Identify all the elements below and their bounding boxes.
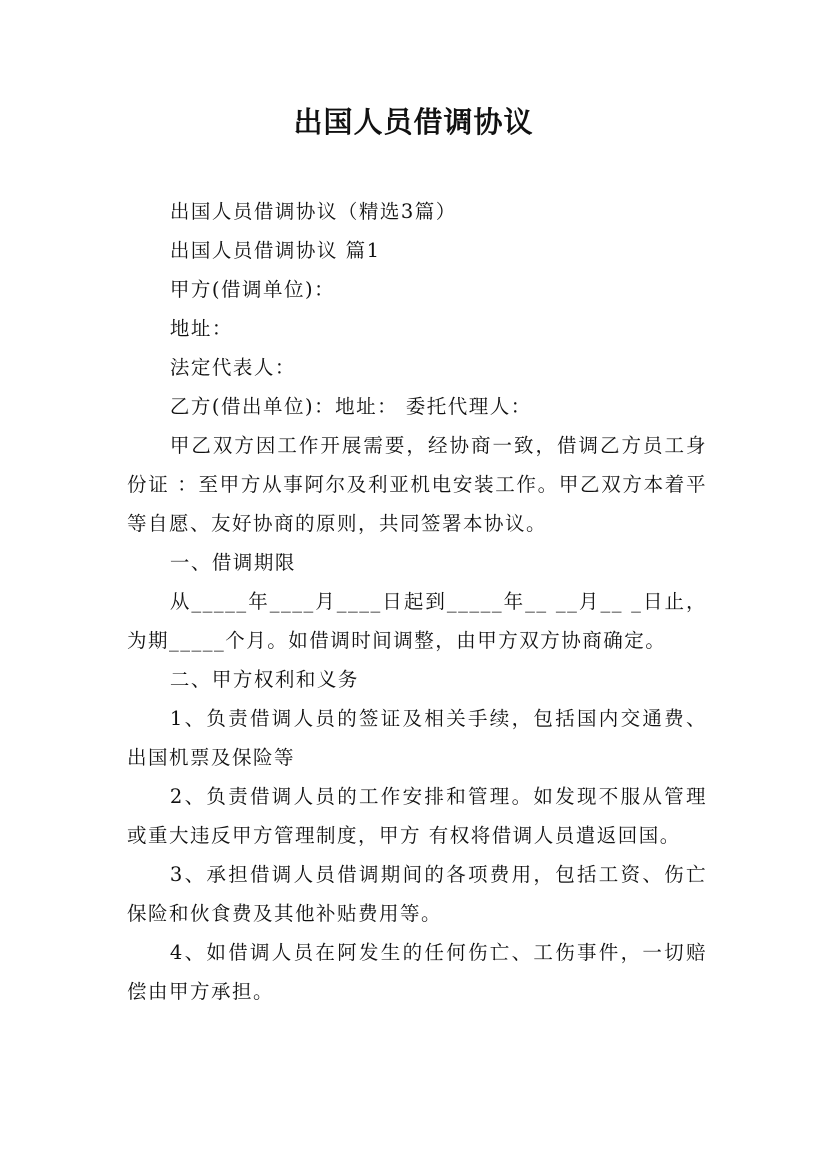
- paragraph-term: 从_____年____月____日起到_____年__ __月__ _日止，为期_____个月。如借调时间调整，由甲方双方协商确定。: [127, 590, 707, 652]
- paragraph-party-a: 甲方(借调单位)：: [169, 278, 336, 301]
- clause-4: 4、如借调人员在阿发生的任何伤亡、工伤事件，一切赔偿由甲方承担。: [127, 941, 707, 1003]
- document-title: 出国人员借调协议: [293, 105, 534, 139]
- section-heading-party-a-rights: 二、甲方权利和义务: [169, 668, 359, 691]
- paragraph-preamble: 甲乙双方因工作开展需要，经协商一致，借调乙方员工身份证 ：至甲方从事阿尔及利亚机电安装工作。甲乙双方本着平等自愿、友好协商的原则，共同签署本协议。: [127, 434, 707, 535]
- document-body: [127, 192, 707, 1011]
- clause-2: 2、负责借调人员的工作安排和管理。如发现不服从管理或重大违反甲方管理制度，甲方 有权将借调人员遣返回国。: [127, 785, 707, 847]
- paragraph-legal-rep: 法定代表人：: [169, 356, 296, 379]
- paragraph-address: 地址：: [169, 317, 233, 340]
- paragraph-subtitle: 出国人员借调协议（精选3篇）: [169, 200, 457, 223]
- paragraph-part-heading: 出国人员借调协议 篇1: [169, 239, 381, 262]
- clause-3: 3、承担借调人员借调期间的各项费用，包括工资、伤亡保险和伙食费及其他补贴费用等。: [127, 863, 707, 925]
- paragraph-party-b: 乙方(借出单位)：地址： 委托代理人：: [169, 395, 532, 418]
- section-heading-term: 一、借调期限: [169, 551, 296, 574]
- clause-1: 1、负责借调人员的签证及相关手续，包括国内交通费、出国机票及保险等: [127, 707, 707, 769]
